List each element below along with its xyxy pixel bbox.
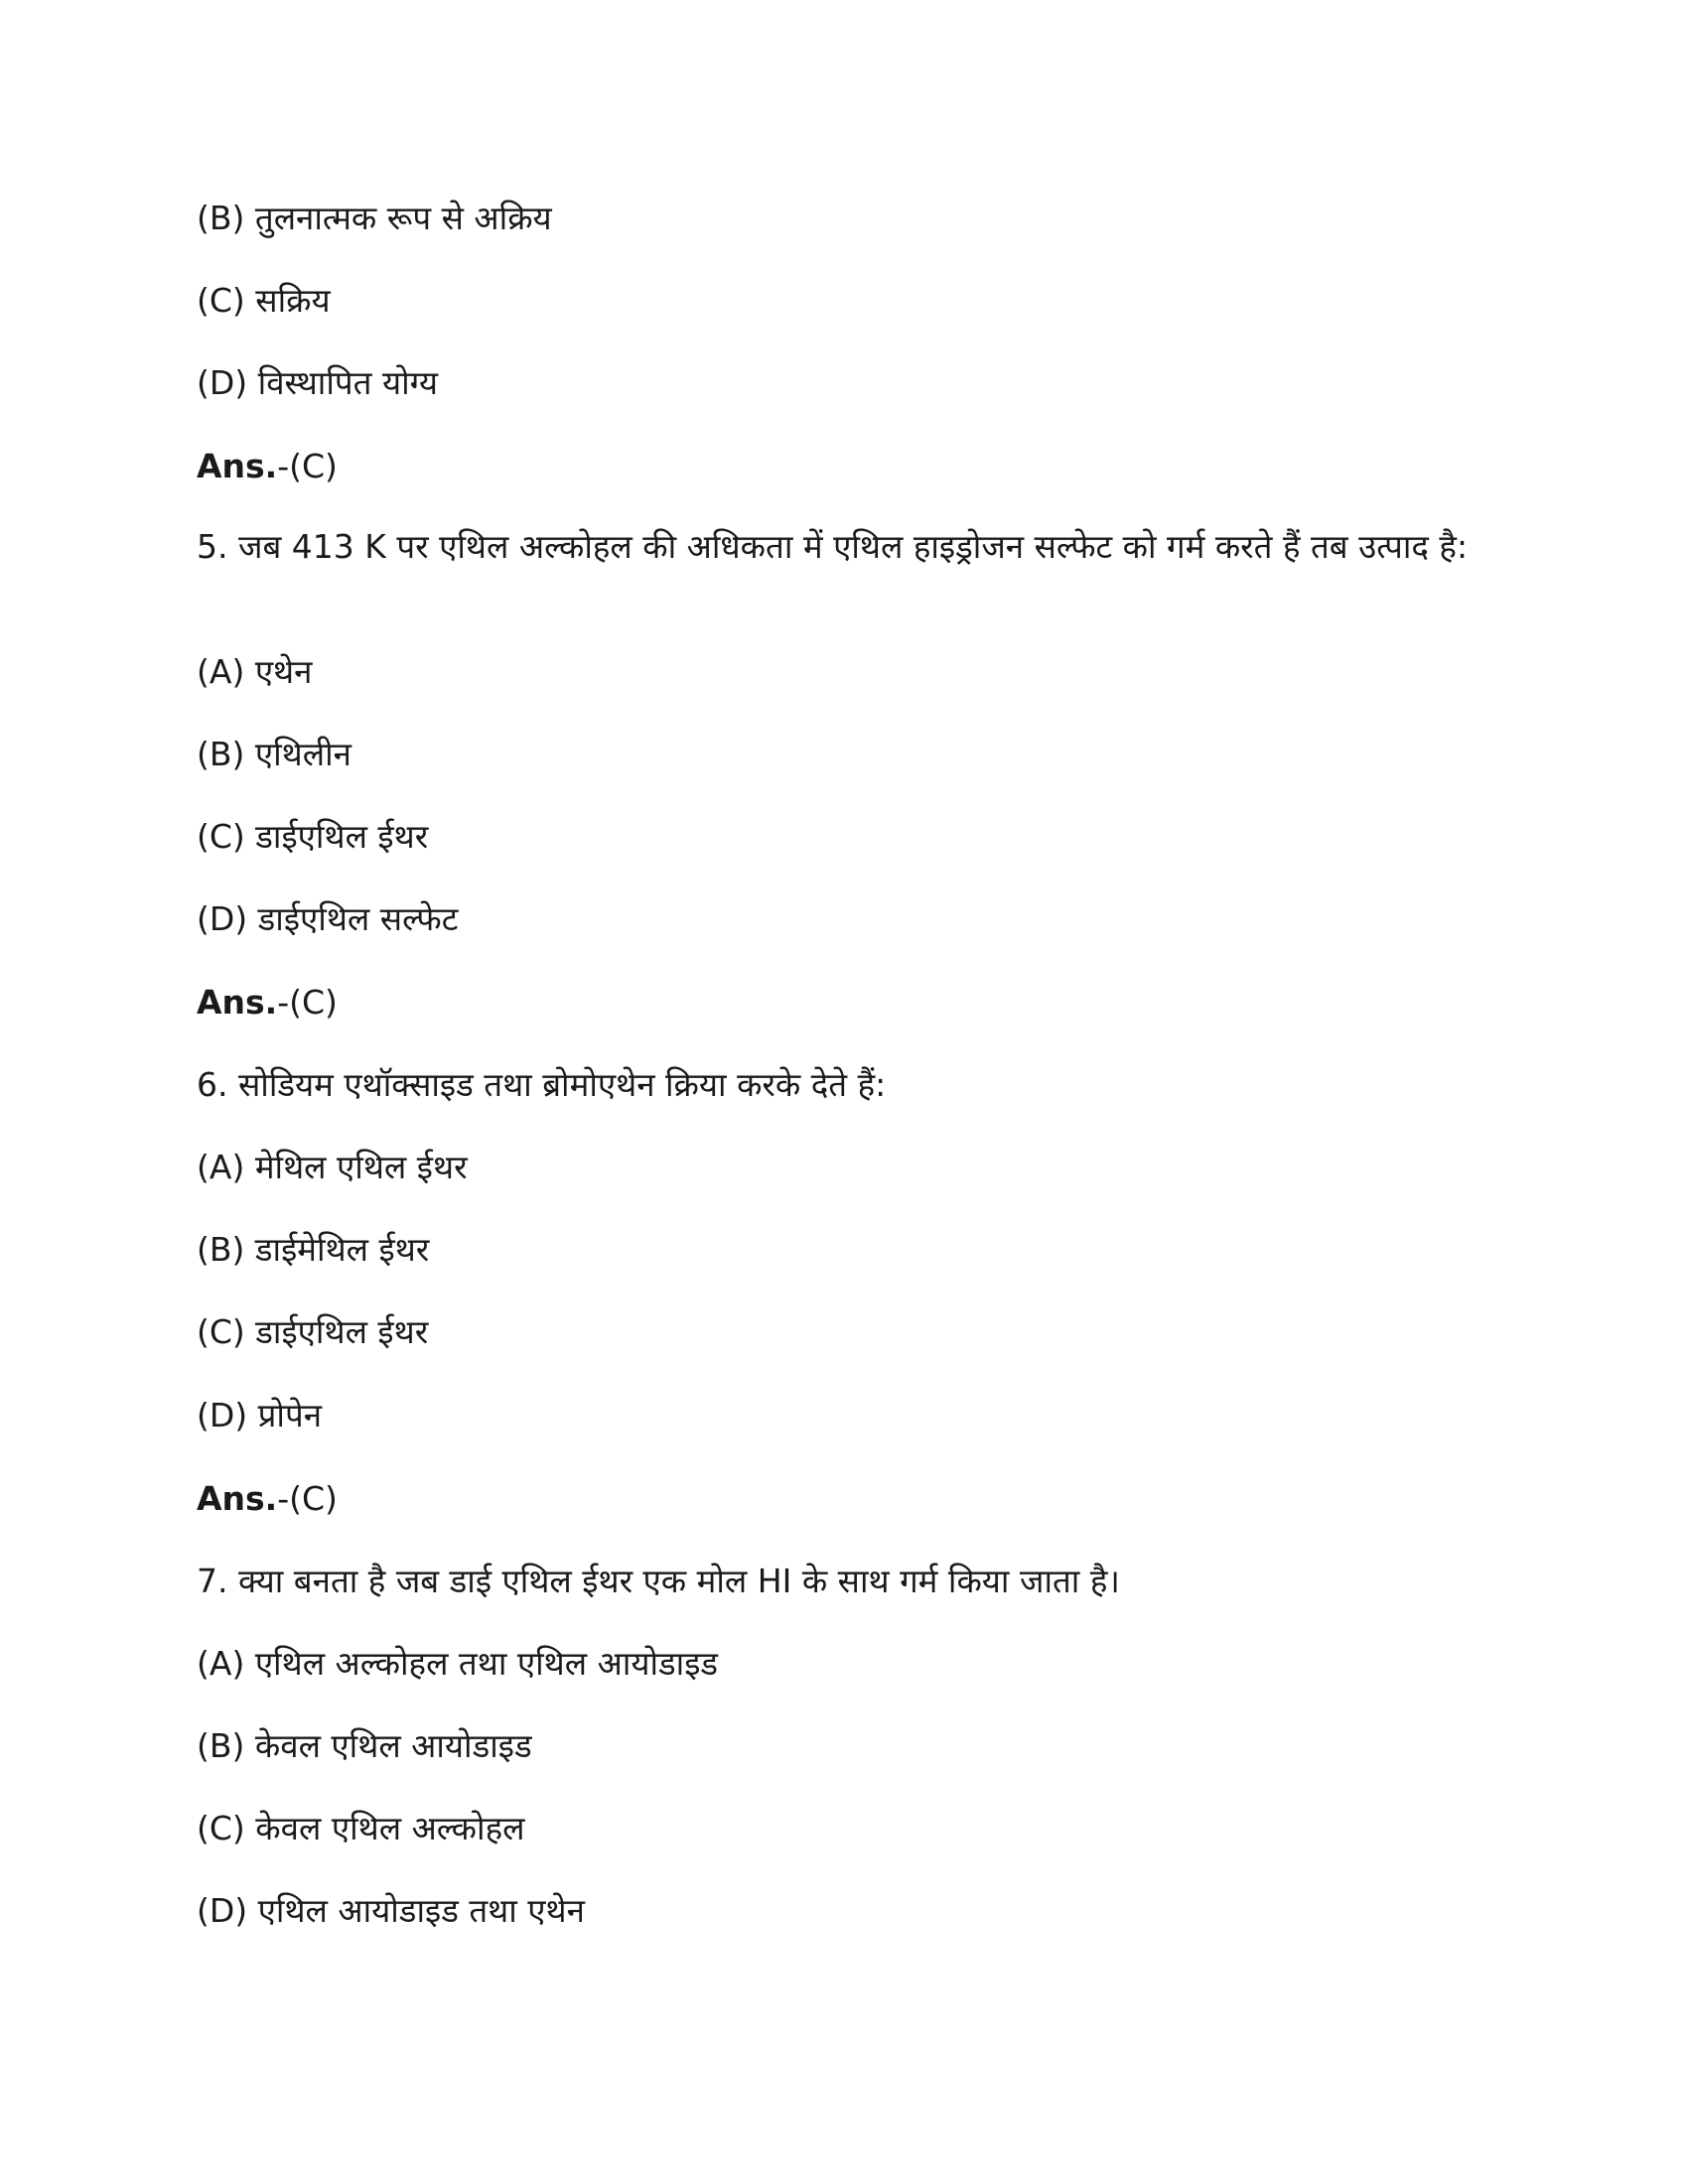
q7-option-d: (D) एथिल आयोडाइड तथा एथेन xyxy=(197,1891,585,1930)
q5-answer-value: -(C) xyxy=(277,983,338,1022)
q4-answer-value: -(C) xyxy=(277,447,338,485)
q5-option-c: (C) डाईएथिल ईथर xyxy=(197,817,429,856)
q5-option-d: (D) डाईएथिल सल्फेट xyxy=(197,899,459,938)
q6-option-b: (B) डाईमेथिल ईथर xyxy=(197,1230,430,1269)
q5-question: 5. जब 413 K पर एथिल अल्कोहल की अधिकता में एथिल हाइड्रोजन सल्फेट को गर्म करते हैं तब उत्पाद है: xyxy=(197,527,1469,566)
q4-answer xyxy=(197,447,338,486)
q5-option-b: (B) एथिलीन xyxy=(197,735,352,773)
q5-answer-label: Ans. xyxy=(197,983,278,1022)
q6-option-a: (A) मेथिल एथिल ईथर xyxy=(197,1148,468,1186)
q4-option-c: (C) सक्रिय xyxy=(197,281,331,320)
q7-option-c: (C) केवल एथिल अल्कोहल xyxy=(197,1809,525,1847)
q7-option-a: (A) एथिल अल्कोहल तथा एथिल आयोडाइड xyxy=(197,1644,719,1683)
q4-option-d: (D) विस्थापित योग्य xyxy=(197,363,439,402)
q5-option-a: (A) एथेन xyxy=(197,652,313,691)
q6-question: 6. सोडियम एथॉक्साइड तथा ब्रोमोएथेन क्रिया करके देते हैं: xyxy=(197,1065,887,1104)
q6-option-d: (D) प्रोपेन xyxy=(197,1396,323,1434)
q6-option-c: (C) डाईएथिल ईथर xyxy=(197,1312,429,1351)
q7-option-b: (B) केवल एथिल आयोडाइड xyxy=(197,1726,532,1765)
q7-question: 7. क्या बनता है जब डाई एथिल ईथर एक मोल HI के साथ गर्म किया जाता है। xyxy=(197,1562,1120,1600)
q6-answer-value: -(C) xyxy=(277,1479,338,1518)
q6-answer-label: Ans. xyxy=(197,1479,278,1518)
q6-answer xyxy=(197,1479,338,1519)
q5-answer xyxy=(197,983,338,1023)
q4-option-b: (B) तुलनात्मक रूप से अक्रिय xyxy=(197,199,552,237)
q4-answer-label: Ans. xyxy=(197,447,278,485)
